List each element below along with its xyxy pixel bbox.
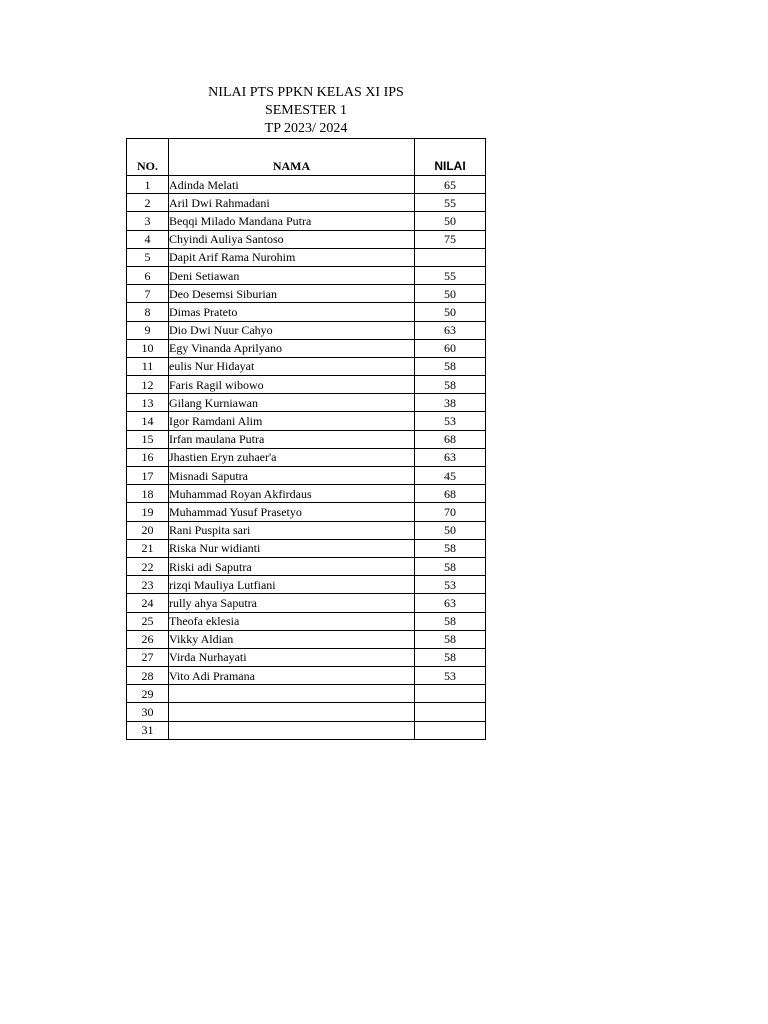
table-row — [127, 721, 486, 739]
cell-no: 30 — [127, 703, 169, 721]
cell-nilai — [415, 703, 486, 721]
cell-nama: Egy Vinanda Aprilyano — [169, 339, 415, 357]
table-row — [127, 685, 486, 703]
table-row — [127, 448, 486, 466]
table-row — [127, 230, 486, 248]
cell-nilai: 63 — [415, 321, 486, 339]
cell-nilai: 58 — [415, 539, 486, 557]
header-nilai: NILAI — [415, 139, 486, 176]
table-row — [127, 357, 486, 375]
title-line-1: NILAI PTS PPKN KELAS XI IPS — [208, 85, 404, 100]
title-line-3: TP 2023/ 2024 — [264, 121, 348, 136]
cell-nilai: 70 — [415, 503, 486, 521]
cell-nama: Deo Desemsi Siburian — [169, 285, 415, 303]
cell-nama: Igor Ramdani Alim — [169, 412, 415, 430]
cell-nilai: 53 — [415, 576, 486, 594]
cell-nilai: 53 — [415, 667, 486, 685]
table-row — [127, 266, 486, 284]
cell-nilai: 50 — [415, 303, 486, 321]
cell-nilai: 58 — [415, 612, 486, 630]
cell-no: 23 — [127, 576, 169, 594]
table-row — [127, 612, 486, 630]
cell-no: 20 — [127, 521, 169, 539]
table-row — [127, 485, 486, 503]
table-row — [127, 467, 486, 485]
title-line-2: SEMESTER 1 — [264, 103, 348, 118]
cell-nama: Beqqi Milado Mandana Putra — [169, 212, 415, 230]
cell-nama: eulis Nur Hidayat — [169, 357, 415, 375]
cell-no: 2 — [127, 194, 169, 212]
cell-nama: Chyindi Auliya Santoso — [169, 230, 415, 248]
cell-nama: Jhastien Eryn zuhaer'a — [169, 448, 415, 466]
cell-nilai: 63 — [415, 448, 486, 466]
table-header-row — [127, 139, 486, 176]
cell-no: 28 — [127, 667, 169, 685]
cell-nilai: 50 — [415, 212, 486, 230]
document-title — [127, 84, 485, 138]
table-row — [127, 430, 486, 448]
table-row — [127, 539, 486, 557]
cell-no: 16 — [127, 448, 169, 466]
cell-no: 8 — [127, 303, 169, 321]
cell-no: 17 — [127, 467, 169, 485]
table-row — [127, 503, 486, 521]
cell-nama: rizqi Mauliya Lutfiani — [169, 576, 415, 594]
cell-nilai: 55 — [415, 194, 486, 212]
cell-no: 7 — [127, 285, 169, 303]
cell-no: 26 — [127, 630, 169, 648]
table-row — [127, 557, 486, 575]
cell-nama: Adinda Melati — [169, 176, 415, 194]
cell-no: 29 — [127, 685, 169, 703]
table-row — [127, 376, 486, 394]
cell-no: 27 — [127, 648, 169, 666]
cell-no: 4 — [127, 230, 169, 248]
cell-nilai: 55 — [415, 266, 486, 284]
cell-nama — [169, 703, 415, 721]
cell-nilai: 50 — [415, 521, 486, 539]
table-row — [127, 630, 486, 648]
cell-nilai: 45 — [415, 467, 486, 485]
table-row — [127, 285, 486, 303]
table-row — [127, 212, 486, 230]
cell-nilai — [415, 248, 486, 266]
cell-nilai: 75 — [415, 230, 486, 248]
grades-table — [126, 138, 486, 740]
cell-nilai: 58 — [415, 648, 486, 666]
header-no: NO. — [127, 139, 169, 176]
cell-nilai: 58 — [415, 357, 486, 375]
cell-nama: Dio Dwi Nuur Cahyo — [169, 321, 415, 339]
cell-nama: Muhammad Royan Akfirdaus — [169, 485, 415, 503]
cell-no: 21 — [127, 539, 169, 557]
cell-no: 24 — [127, 594, 169, 612]
cell-nama: rully ahya Saputra — [169, 594, 415, 612]
cell-nama: Aril Dwi Rahmadani — [169, 194, 415, 212]
cell-no: 12 — [127, 376, 169, 394]
table-row — [127, 648, 486, 666]
cell-nilai — [415, 721, 486, 739]
cell-nilai: 38 — [415, 394, 486, 412]
cell-nama: Vito Adi Pramana — [169, 667, 415, 685]
cell-no: 31 — [127, 721, 169, 739]
cell-no: 1 — [127, 176, 169, 194]
table-row — [127, 667, 486, 685]
cell-nama — [169, 721, 415, 739]
cell-nilai: 60 — [415, 339, 486, 357]
cell-no: 22 — [127, 557, 169, 575]
cell-nama: Virda Nurhayati — [169, 648, 415, 666]
table-row — [127, 576, 486, 594]
header-nama: NAMA — [169, 139, 415, 176]
cell-no: 3 — [127, 212, 169, 230]
cell-nama: Theofa eklesia — [169, 612, 415, 630]
cell-no: 9 — [127, 321, 169, 339]
cell-nama: Faris Ragil wibowo — [169, 376, 415, 394]
table-row — [127, 303, 486, 321]
cell-no: 14 — [127, 412, 169, 430]
cell-nama: Dapit Arif Rama Nurohim — [169, 248, 415, 266]
cell-nama: Deni Setiawan — [169, 266, 415, 284]
cell-nilai: 58 — [415, 376, 486, 394]
cell-nilai: 50 — [415, 285, 486, 303]
table-row — [127, 594, 486, 612]
cell-nama: Gilang Kurniawan — [169, 394, 415, 412]
table-row — [127, 521, 486, 539]
table-row — [127, 394, 486, 412]
cell-nama — [169, 685, 415, 703]
cell-nilai: 68 — [415, 430, 486, 448]
table-row — [127, 176, 486, 194]
table-row — [127, 703, 486, 721]
table-body — [127, 176, 486, 740]
cell-no: 6 — [127, 266, 169, 284]
cell-nama: Riski adi Saputra — [169, 557, 415, 575]
cell-nilai: 65 — [415, 176, 486, 194]
cell-no: 5 — [127, 248, 169, 266]
cell-nama: Riska Nur widianti — [169, 539, 415, 557]
cell-nilai: 58 — [415, 557, 486, 575]
cell-no: 18 — [127, 485, 169, 503]
cell-nilai: 53 — [415, 412, 486, 430]
cell-no: 25 — [127, 612, 169, 630]
cell-no: 11 — [127, 357, 169, 375]
cell-no: 15 — [127, 430, 169, 448]
cell-nama: Muhammad Yusuf Prasetyo — [169, 503, 415, 521]
cell-nilai — [415, 685, 486, 703]
table-row — [127, 339, 486, 357]
cell-nama: Irfan maulana Putra — [169, 430, 415, 448]
cell-nama: Misnadi Saputra — [169, 467, 415, 485]
cell-nama: Dimas Prateto — [169, 303, 415, 321]
table-row — [127, 321, 486, 339]
table-row — [127, 412, 486, 430]
cell-nilai: 68 — [415, 485, 486, 503]
table-row — [127, 194, 486, 212]
cell-nilai: 58 — [415, 630, 486, 648]
cell-nama: Vikky Aldian — [169, 630, 415, 648]
table-row — [127, 248, 486, 266]
cell-no: 19 — [127, 503, 169, 521]
cell-no: 13 — [127, 394, 169, 412]
cell-nilai: 63 — [415, 594, 486, 612]
cell-no: 10 — [127, 339, 169, 357]
cell-nama: Rani Puspita sari — [169, 521, 415, 539]
